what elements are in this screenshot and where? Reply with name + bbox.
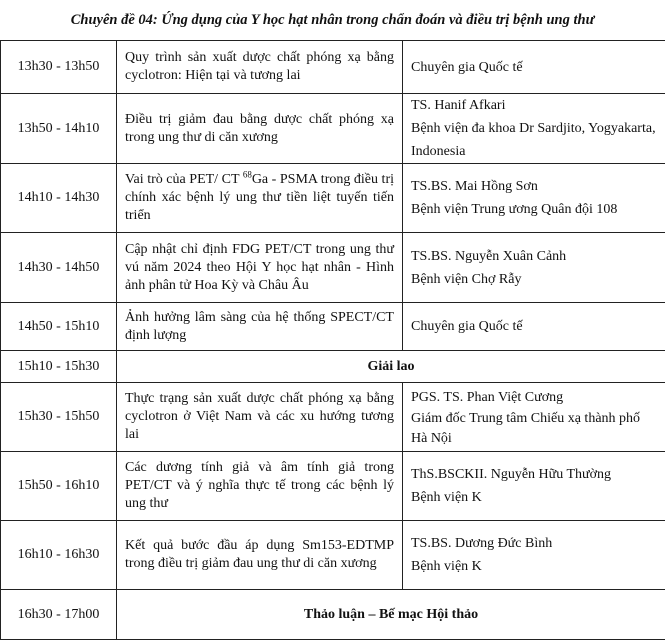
- speaker-name: Chuyên gia Quốc tế: [411, 59, 523, 75]
- topic-cell: Quy trình sản xuất dược chất phóng xạ bằng cyclotron: Hiện tại và tương lai: [117, 41, 403, 94]
- speaker-name: TS.BS. Dương Đức Bình: [411, 536, 553, 551]
- time-cell: 14h10 - 14h30: [1, 164, 117, 233]
- page-title: Chuyên đề 04: Ứng dụng của Y học hạt nhân trong chẩn đoán và điều trị bệnh ung thư: [70, 12, 595, 28]
- speaker-name: TS.BS. Nguyễn Xuân Cảnh: [411, 248, 567, 264]
- table-row: [1, 521, 665, 590]
- time-cell: 15h10 - 15h30: [1, 351, 117, 383]
- time-cell: 14h50 - 15h10: [1, 303, 117, 351]
- topic-cell: Kết quả bước đầu áp dụng Sm153-EDTMP trong điều trị giảm đau ung thư di căn xương: [117, 521, 403, 590]
- speaker-cell: [403, 303, 665, 351]
- time-cell: 16h30 - 17h00: [1, 590, 117, 640]
- time-cell: 15h50 - 16h10: [1, 452, 117, 521]
- time-cell: 14h30 - 14h50: [1, 233, 117, 303]
- speaker-name: Chuyên gia Quốc tế: [411, 319, 523, 334]
- speaker-cell: [403, 452, 665, 521]
- time-cell: 13h30 - 13h50: [1, 41, 117, 94]
- agenda-table: [0, 40, 665, 640]
- time-cell: 16h10 - 16h30: [1, 521, 117, 590]
- closing-row: [1, 590, 665, 640]
- topic-cell: Ảnh hưởng lâm sàng của hệ thống SPECT/CT định lượng: [117, 303, 403, 351]
- speaker-affiliation: Bệnh viện Chợ Rẫy: [411, 271, 522, 287]
- topic-cell: Điều trị giảm đau bằng dược chất phóng xạ trong ung thư di căn xương: [117, 94, 403, 164]
- break-label: Giải lao: [117, 351, 665, 383]
- topic-text-pre: Vai trò của PET/ CT: [125, 172, 243, 187]
- speaker-cell: [403, 164, 665, 233]
- topic-cell: [117, 164, 403, 233]
- table-row: [1, 233, 665, 303]
- speaker-affiliation: Bệnh viện K: [411, 559, 482, 574]
- table-row: [1, 164, 665, 233]
- table-row: [1, 452, 665, 521]
- speaker-cell: [403, 94, 665, 164]
- speaker-cell: [403, 233, 665, 303]
- speaker-affiliation: Bệnh viện K: [411, 490, 482, 505]
- topic-cell: Cập nhật chỉ định FDG PET/CT trong ung thư vú năm 2024 theo Hội Y học hạt nhân - Hình ảnh phân tử Hoa Kỳ và Châu Âu: [117, 233, 403, 303]
- speaker-name: ThS.BSCKII. Nguyễn Hữu Thường: [411, 467, 612, 482]
- speaker-affiliation: Giám đốc Trung tâm Chiếu xạ thành phố Hà Nội: [411, 410, 641, 446]
- speaker-name: PGS. TS. Phan Việt Cương: [411, 389, 564, 405]
- table-row: [1, 94, 665, 164]
- closing-label: Thảo luận – Bế mạc Hội thảo: [117, 590, 665, 640]
- topic-cell: Các dương tính giả và âm tính giả trong PET/CT và ý nghĩa thực tế trong các bệnh lý ung thư: [117, 452, 403, 521]
- table-row: [1, 41, 665, 94]
- time-cell: 15h30 - 15h50: [1, 383, 117, 452]
- speaker-affiliation: Bệnh viện đa khoa Dr Sardjito, Yogyakarta, Indonesia: [411, 121, 656, 159]
- table-row: [1, 303, 665, 351]
- speaker-cell: [403, 41, 665, 94]
- topic-superscript: 68: [242, 169, 252, 180]
- speaker-name: TS. Hanif Afkari: [411, 98, 506, 113]
- speaker-cell: [403, 521, 665, 590]
- speaker-cell: [403, 383, 665, 452]
- time-cell: 13h50 - 14h10: [1, 94, 117, 164]
- speaker-name: TS.BS. Mai Hồng Sơn: [411, 179, 538, 194]
- table-row: [1, 383, 665, 452]
- break-row: [1, 351, 665, 383]
- topic-text-post: Ga - PSMA trong điều trị chính xác bệnh lý ung thư tiền liệt tuyến tiến triển: [125, 172, 394, 223]
- topic-cell: Thực trạng sản xuất dược chất phóng xạ bằng cyclotron ở Việt Nam và các xu hướng tương lai: [117, 383, 403, 452]
- speaker-affiliation: Bệnh viện Trung ương Quân đội 108: [411, 202, 618, 217]
